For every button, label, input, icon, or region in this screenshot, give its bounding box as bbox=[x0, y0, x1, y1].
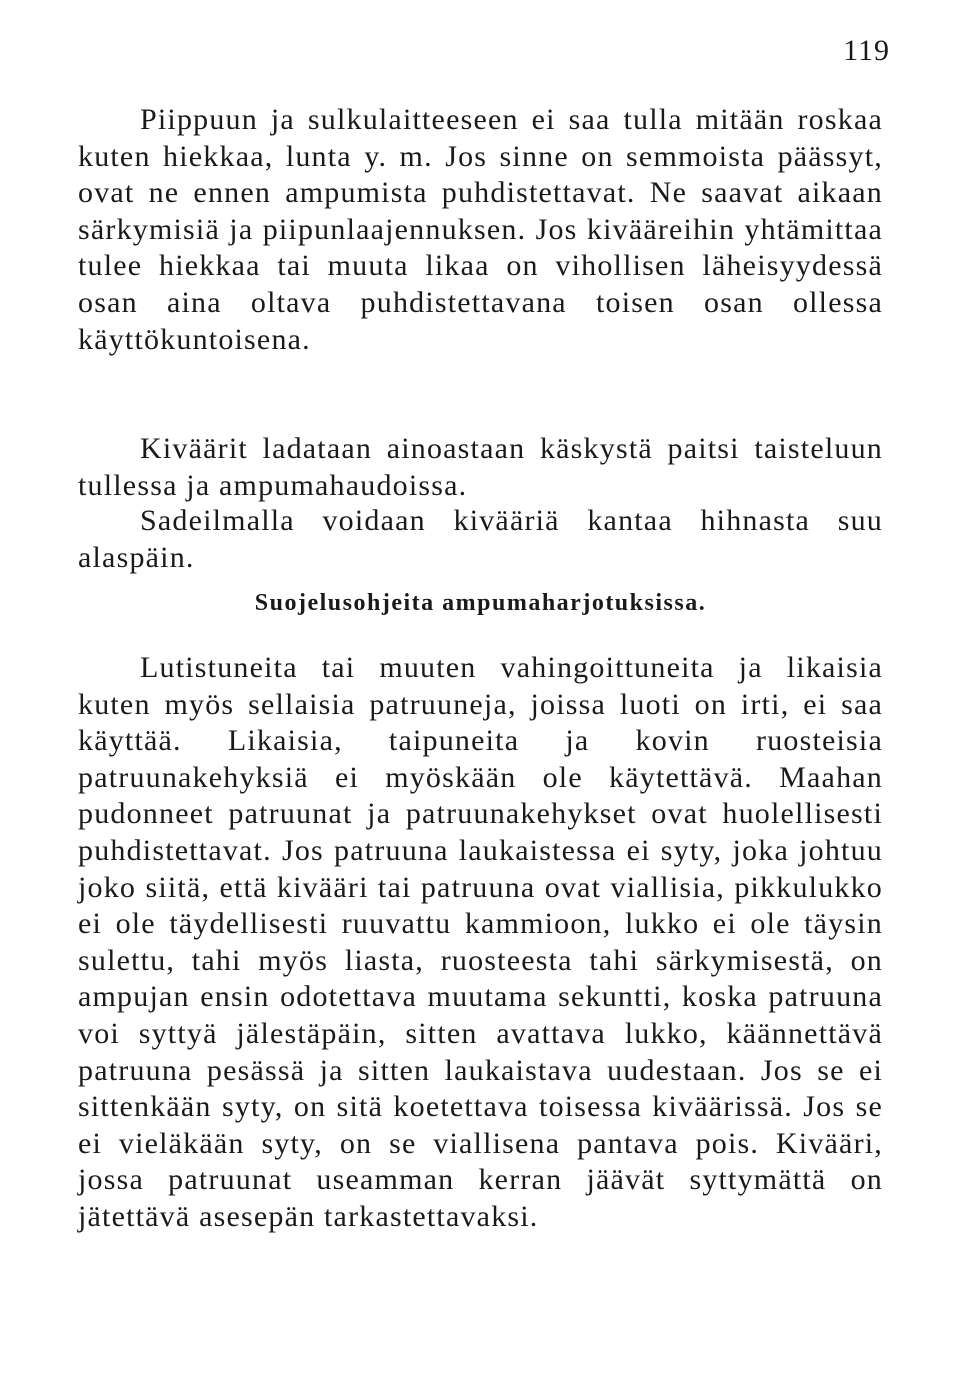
paragraph-cleaning-text: Piippuun ja sulkulaitteeseen ei saa tulla mitään roskaa kuten hiekkaa, lunta y. m. Jos sinne on semmoista päässyt, ovat ne ennen ampumista puhdistettavat. Ne saavat aikaan särkymisiä ja piipunlaajennuksen. Jos kivääreihin yhtämittaa tulee hiekkaa tai muuta likaa on vihollisen läheisyydessä osan aina oltava puhdistettavana toisen osan ollessa käyttökuntoisena. bbox=[78, 103, 883, 356]
paragraph-loading bbox=[78, 431, 883, 504]
section-heading: Suojelusohjeita ampumaharjotuksissa. bbox=[254, 590, 707, 616]
paragraph-safety bbox=[78, 650, 883, 1236]
page-number: 119 bbox=[843, 34, 890, 67]
paragraph-rain bbox=[78, 503, 883, 576]
paragraph-cleaning bbox=[78, 102, 883, 358]
paragraph-safety-text: Lutistuneita tai muuten vahingoittuneita ja likaisia kuten myös sellaisia patruuneja, joissa luoti on irti, ei saa käyttää. Likaisia, taipuneita ja kovin ruosteisia patruunakehyksiä ei myöskään ole käytettävä. Maahan pudonneet patruunat ja patruunakehykset ovat huolellisesti puhdistettavat. Jos patruuna laukaistessa ei syty, joka johtuu joko siitä, että kivääri tai patruuna ovat viallisia, pikkulukko ei ole täydellisesti ruuvattu kammioon, lukko ei ole täysin sulettu, tahi myös liasta, ruosteesta tahi särkymisestä, on ampujan ensin odotettava muutama sekuntti, koska patruuna voi syttyä jälestäpäin, sitten avattava lukko, käännettävä patruuna pesässä ja sitten laukaistava uudestaan. Jos se ei sittenkään syty, on sitä koetettava toisessa kiväärissä. Jos se ei vieläkään syty, on se viallisena pantava pois. Kivääri, jossa patruunat useamman kerran jäävät syttymättä on jätettävä asesepän tarkastettavaksi. bbox=[78, 651, 883, 1233]
paragraph-rain-text: Sadeilmalla voidaan kivääriä kantaa hihnasta suu alaspäin. bbox=[78, 504, 883, 574]
paragraph-loading-text: Kiväärit ladataan ainoastaan käskystä paitsi taisteluun tullessa ja ampumahaudoissa. bbox=[78, 432, 883, 502]
